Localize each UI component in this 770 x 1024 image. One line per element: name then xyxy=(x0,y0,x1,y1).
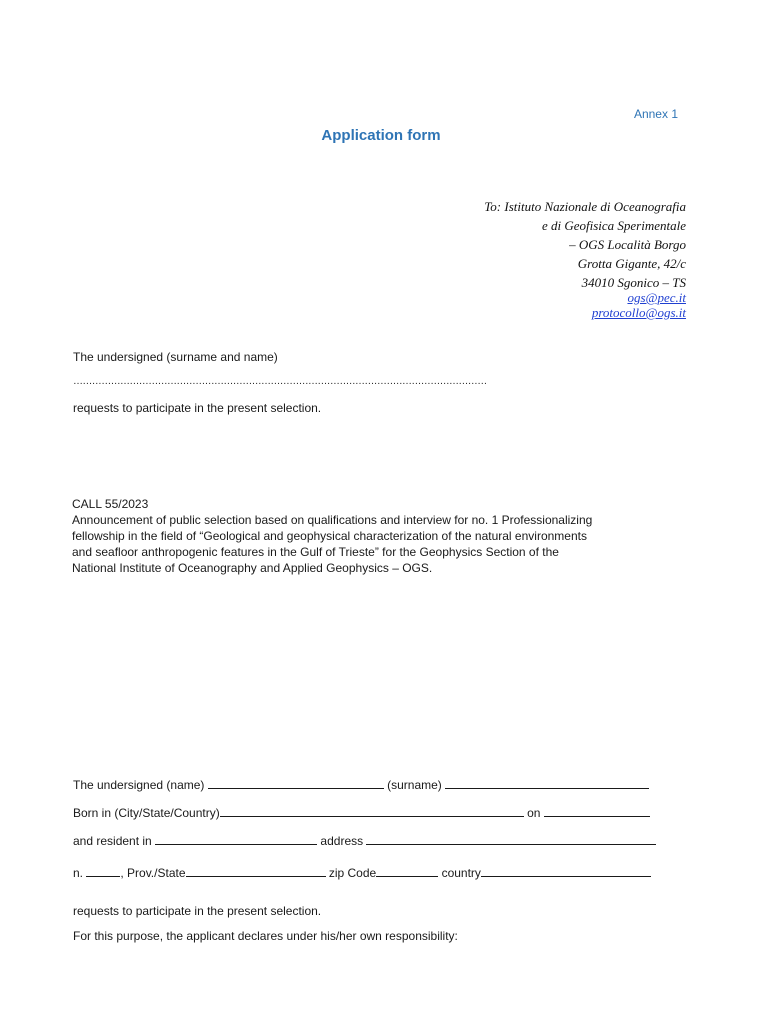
residence-field[interactable] xyxy=(155,832,317,845)
birthplace-field[interactable] xyxy=(220,804,524,817)
form-row-name xyxy=(73,776,649,792)
on-label: on xyxy=(527,806,541,820)
resident-label: and resident in xyxy=(73,834,152,848)
email-link-pec[interactable]: ogs@pec.it xyxy=(627,290,686,305)
call-text-line: Announcement of public selection based on qualifications and interview for no. 1 Professionalizing xyxy=(72,513,593,527)
zip-label: zip Code xyxy=(328,866,377,880)
call-text-line: fellowship in the field of “Geological and geophysical characterization of the natural environments xyxy=(72,529,587,543)
prov-label: , Prov./State xyxy=(120,866,186,880)
closing-request: requests to participate in the present selection. xyxy=(73,904,322,918)
form-row-birth xyxy=(73,804,650,820)
zip-field[interactable] xyxy=(376,864,438,877)
call-text-line: and seafloor anthropogenic features in the Gulf of Trieste” for the Geophysics Section of the xyxy=(72,545,559,559)
name-label: The undersigned (name) xyxy=(73,778,205,792)
prov-field[interactable] xyxy=(186,864,326,877)
name-field[interactable] xyxy=(208,776,384,789)
address-label: address xyxy=(320,834,364,848)
birthdate-field[interactable] xyxy=(544,804,650,817)
recipient-line: To: Istituto Nazionale di Oceanografia xyxy=(484,199,686,214)
recipient-line: 34010 Sgonico – TS xyxy=(581,275,686,290)
undersigned-label: The undersigned (surname and name) xyxy=(73,350,278,364)
call-text-line: National Institute of Oceanography and Applied Geophysics – OGS. xyxy=(72,561,433,575)
country-label: country xyxy=(441,866,481,880)
form-row-location xyxy=(73,864,651,880)
page-title: Application form xyxy=(321,127,441,144)
surname-label: (surname) xyxy=(387,778,442,792)
recipient-line: Grotta Gigante, 42/c xyxy=(577,256,686,271)
surname-field[interactable] xyxy=(445,776,649,789)
request-text: requests to participate in the present selection. xyxy=(73,401,322,415)
born-label: Born in (City/State/Country) xyxy=(73,806,220,820)
call-number: CALL 55/2023 xyxy=(72,497,149,511)
form-row-residence xyxy=(73,832,656,848)
name-dotted-field[interactable]: …………………………………………………………………………………………………………………… xyxy=(73,376,487,387)
address-field[interactable] xyxy=(366,832,656,845)
recipient-line: e di Geofisica Sperimentale xyxy=(541,218,686,233)
recipient-line: – OGS Località Borgo xyxy=(569,237,686,252)
number-label: n. xyxy=(73,866,84,880)
email-link-protocollo[interactable]: protocollo@ogs.it xyxy=(591,305,686,320)
annex-label: Annex 1 xyxy=(633,107,678,121)
country-field[interactable] xyxy=(481,864,651,877)
house-number-field[interactable] xyxy=(86,864,120,877)
declaration-intro: For this purpose, the applicant declares under his/her own responsibility: xyxy=(73,929,458,943)
